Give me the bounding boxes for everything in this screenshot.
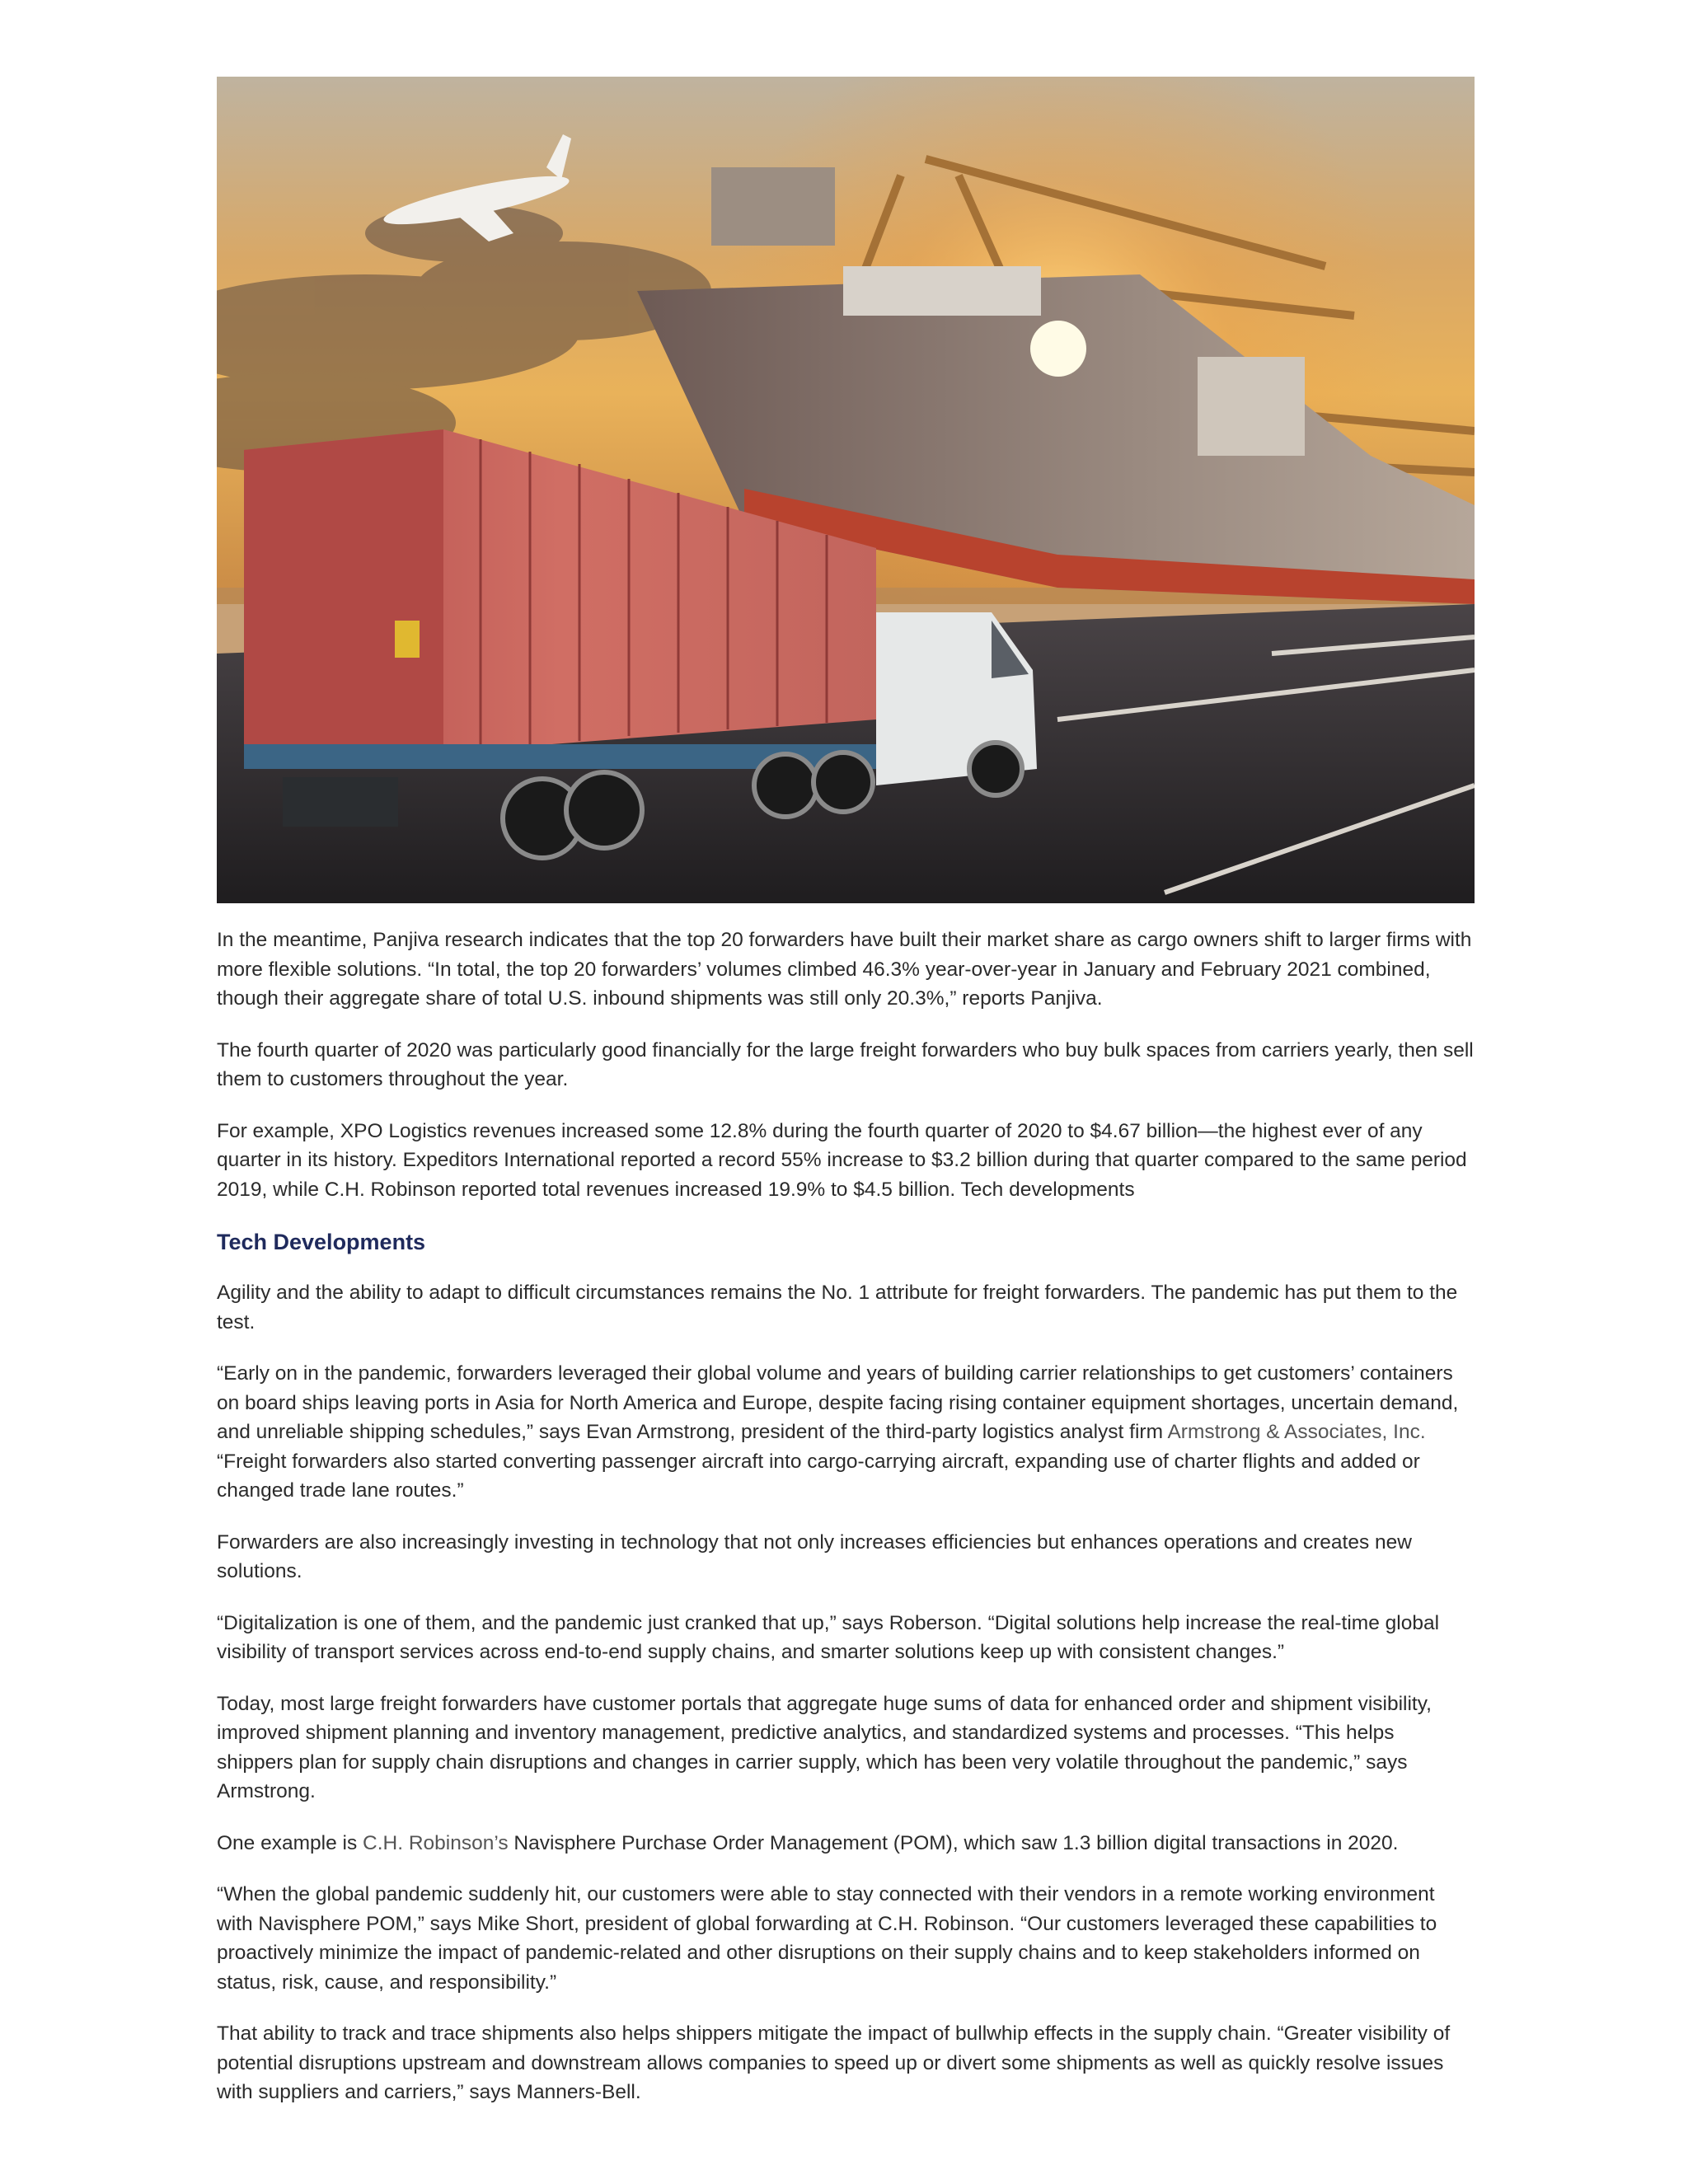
paragraph: In the meantime, Panjiva research indicates that the top 20 forwarders have built their market share as cargo owners shift to larger firms with more flexible solutions. “In total, the top 20 forwarders’ volumes climbed 46.3% year-over-year in January and February 2021 combined, though their aggregate share of total U.S. inbound shipments was still only 20.3%,” reports Panjiva.	[217, 929, 1472, 1010]
paragraph: The fourth quarter of 2020 was particularly good financially for the large freight forwarders who buy bulk spaces from carriers yearly, then sell them to customers throughout the year.	[217, 1038, 1474, 1090]
paragraph: “When the global pandemic suddenly hit, our customers were able to stay connected with their vendors in a remote working environment with Navisphere POM,” says Mike Short, president of global forwarding at C.H. Robinson. “Our customers leveraged these capabilities to proactively minimize the impact of pandemic-related and other disruptions on their supply chains and to keep stakeholders informed on status, risk, cause, and responsibility.”	[217, 1883, 1437, 1994]
section-heading: Tech Developments	[217, 1230, 426, 1254]
article	[217, 77, 1475, 2130]
paragraph: That ability to track and trace shipments also helps shippers mitigate the impact of bullwhip effects in the supply chain. “Greater visibility of potential disruptions upstream and downstream allows companies to speed up or divert some shipments as well as quickly resolve issues with suppliers and carriers,” says Manners-Bell.	[217, 2022, 1451, 2103]
article-body	[217, 926, 1475, 2107]
paragraph: For example, XPO Logistics revenues increased some 12.8% during the fourth quarter of 2020 to $4.67 billion—the highest ever of any quarter in its history. Expeditors International reported a record 55% increase to $3.2 billion during that quarter compared to the same period 2019, while C.H. Robinson reported total revenues increased 19.9% to $4.5 billion. Tech developments	[217, 1119, 1467, 1201]
paragraph: Forwarders are also increasingly investing in technology that not only increases efficiencies but enhances operations and creates new solutions.	[217, 1530, 1412, 1582]
paragraph-text: “Freight forwarders also started converting passenger aircraft into cargo-carrying aircraft, expanding use of charter flights and added or changed trade lane routes.”	[217, 1450, 1420, 1502]
paragraph: Today, most large freight forwarders have customer portals that aggregate huge sums of data for enhanced order and shipment visibility, improved shipment planning and inventory management, predictive analytics, and standardized systems and processes. “This helps shippers plan for supply chain disruptions and changes in carrier supply, which has been very volatile throughout the pandemic,” says Armstrong.	[217, 1692, 1432, 1802]
paragraph	[217, 1829, 1475, 1858]
ch-robinson-link[interactable]: C.H. Robinson’s	[363, 1831, 509, 1854]
paragraph-text: “Early on in the pandemic, forwarders leveraged their global volume and years of building carrier relationships to get customers’ containers on board ships leaving ports in Asia for North America and Europe, despite facing rising container equipment shortages, uncertain demand, and unreliable shipping schedules,” says Evan Armstrong, president of the third-party logistics analyst firm	[217, 1362, 1459, 1443]
paragraph: Agility and the ability to adapt to difficult circumstances remains the No. 1 attribute for freight forwarders. The pandemic has put them to the test.	[217, 1282, 1458, 1333]
paragraph-text: One example is	[217, 1831, 363, 1854]
paragraph-text: Navisphere Purchase Order Management (POM), which saw 1.3 billion digital transactions in 2020.	[508, 1831, 1399, 1854]
hero-image	[217, 77, 1475, 903]
paragraph	[217, 1359, 1475, 1506]
armstrong-link[interactable]: Armstrong & Associates, Inc.	[1167, 1421, 1426, 1443]
paragraph: “Digitalization is one of them, and the pandemic just cranked that up,” says Roberson. “Digital solutions help increase the real-time global visibility of transport services across end-to-end supply chains, and smarter solutions keep up with consistent changes.”	[217, 1611, 1440, 1663]
